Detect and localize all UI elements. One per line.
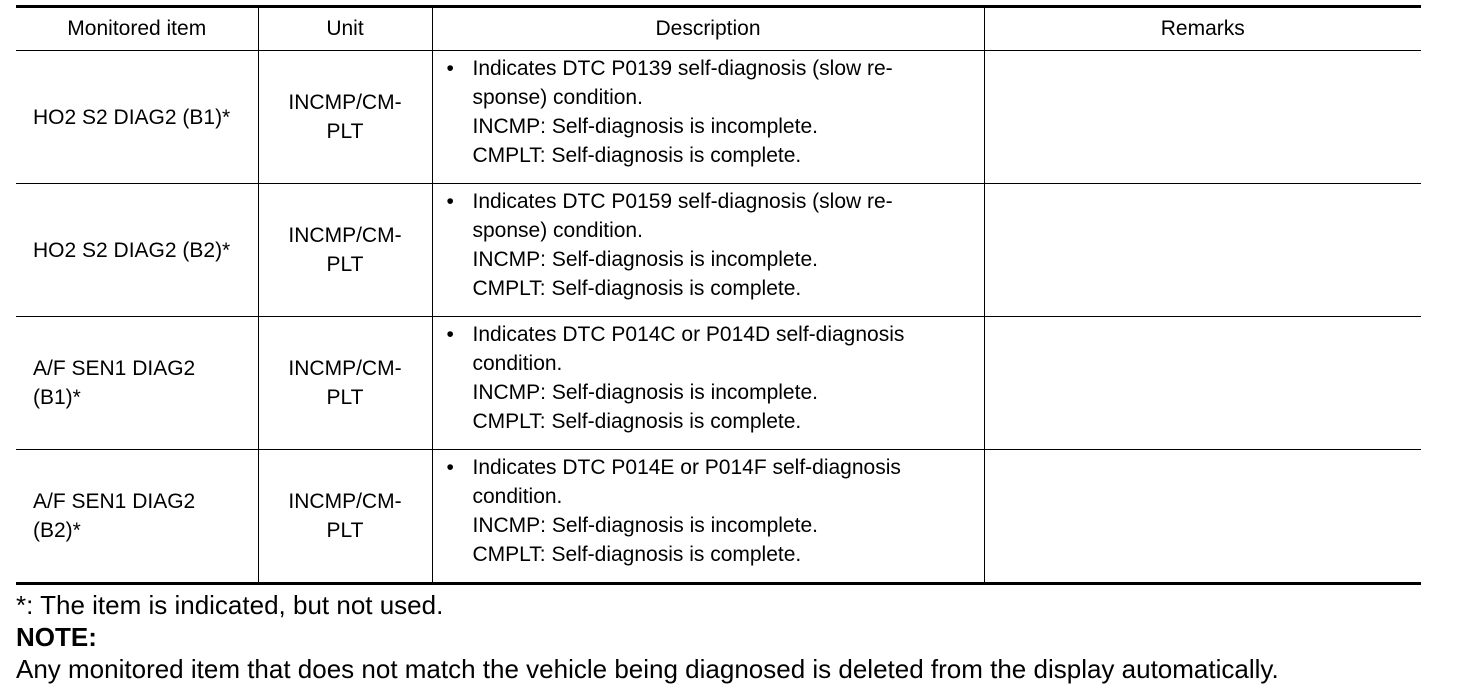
description-line: sponse) condition. (472, 219, 643, 242)
description-line: INCMP: Self-diagnosis is incomplete. (472, 115, 818, 138)
description-line: CMPLT: Self-diagnosis is complete. (472, 410, 802, 433)
monitored-item-cell (16, 184, 258, 317)
table-row (16, 317, 1421, 450)
bullet-symbol: • (446, 456, 454, 479)
description-line: INCMP: Self-diagnosis is incomplete. (472, 248, 818, 271)
remarks-cell (984, 450, 1421, 584)
header-description: Description (432, 7, 984, 51)
unit-cell (258, 450, 432, 584)
monitored-item-cell (16, 450, 258, 584)
table-row (16, 450, 1421, 584)
unit-line: PLT (326, 253, 364, 276)
description-cell (432, 51, 984, 184)
description-line: sponse) condition. (472, 86, 643, 109)
note-heading: NOTE: (16, 622, 97, 652)
bullet-symbol: • (446, 57, 454, 80)
table-row (16, 51, 1421, 184)
description-line: CMPLT: Self-diagnosis is complete. (472, 277, 802, 300)
description-line: Indicates DTC P0159 self-diagnosis (slow re- (472, 190, 893, 213)
description-line: CMPLT: Self-diagnosis is complete. (472, 144, 802, 167)
monitored-item-line: HO2 S2 DIAG2 (B2)* (33, 238, 231, 262)
monitored-item-cell (16, 51, 258, 184)
description-line: Indicates DTC P014E or P014F self-diagnosis (472, 456, 901, 479)
bullet-symbol: • (446, 190, 454, 213)
description-line: Indicates DTC P014C or P014D self-diagnosis (472, 323, 905, 346)
unit-cell (258, 317, 432, 450)
table-header-row (16, 7, 1421, 51)
unit-cell (258, 51, 432, 184)
description-line: INCMP: Self-diagnosis is incomplete. (472, 381, 818, 404)
remarks-cell (984, 51, 1421, 184)
description-line: CMPLT: Self-diagnosis is complete. (472, 543, 802, 566)
unit-line: PLT (326, 386, 364, 409)
remarks-cell (984, 184, 1421, 317)
monitored-item-line: A/F SEN1 DIAG2 (33, 357, 196, 380)
monitored-item-line: HO2 S2 DIAG2 (B1)* (33, 105, 231, 129)
description-line: INCMP: Self-diagnosis is incomplete. (472, 514, 818, 537)
table-row (16, 184, 1421, 317)
note-text: Any monitored item that does not match the vehicle being diagnosed is deleted from the display automatically. (16, 654, 1279, 684)
header-monitored-item: Monitored item (16, 7, 258, 51)
unit-line: INCMP/CM- (288, 91, 402, 114)
unit-line: INCMP/CM- (288, 490, 402, 513)
description-cell (432, 317, 984, 450)
unit-line: PLT (326, 120, 364, 143)
description-line: Indicates DTC P0139 self-diagnosis (slow re- (472, 57, 893, 80)
unit-line: INCMP/CM- (288, 357, 402, 380)
description-cell (432, 184, 984, 317)
header-unit: Unit (258, 7, 432, 51)
monitored-items-table (16, 5, 1421, 585)
unit-line: INCMP/CM- (288, 224, 402, 247)
description-cell (432, 450, 984, 584)
header-remarks: Remarks (984, 7, 1421, 51)
footer-notes (16, 589, 1421, 685)
bullet-symbol: • (446, 323, 454, 346)
monitored-item-line: A/F SEN1 DIAG2 (33, 490, 196, 513)
unit-line: PLT (326, 519, 364, 542)
description-line: condition. (472, 352, 563, 375)
monitored-item-line: (B2)* (33, 519, 81, 542)
document (16, 5, 1421, 685)
monitored-item-line: (B1)* (33, 386, 81, 409)
remarks-cell (984, 317, 1421, 450)
description-line: condition. (472, 485, 563, 508)
footnote: *: The item is indicated, but not used. (16, 590, 444, 620)
unit-cell (258, 184, 432, 317)
monitored-item-cell (16, 317, 258, 450)
